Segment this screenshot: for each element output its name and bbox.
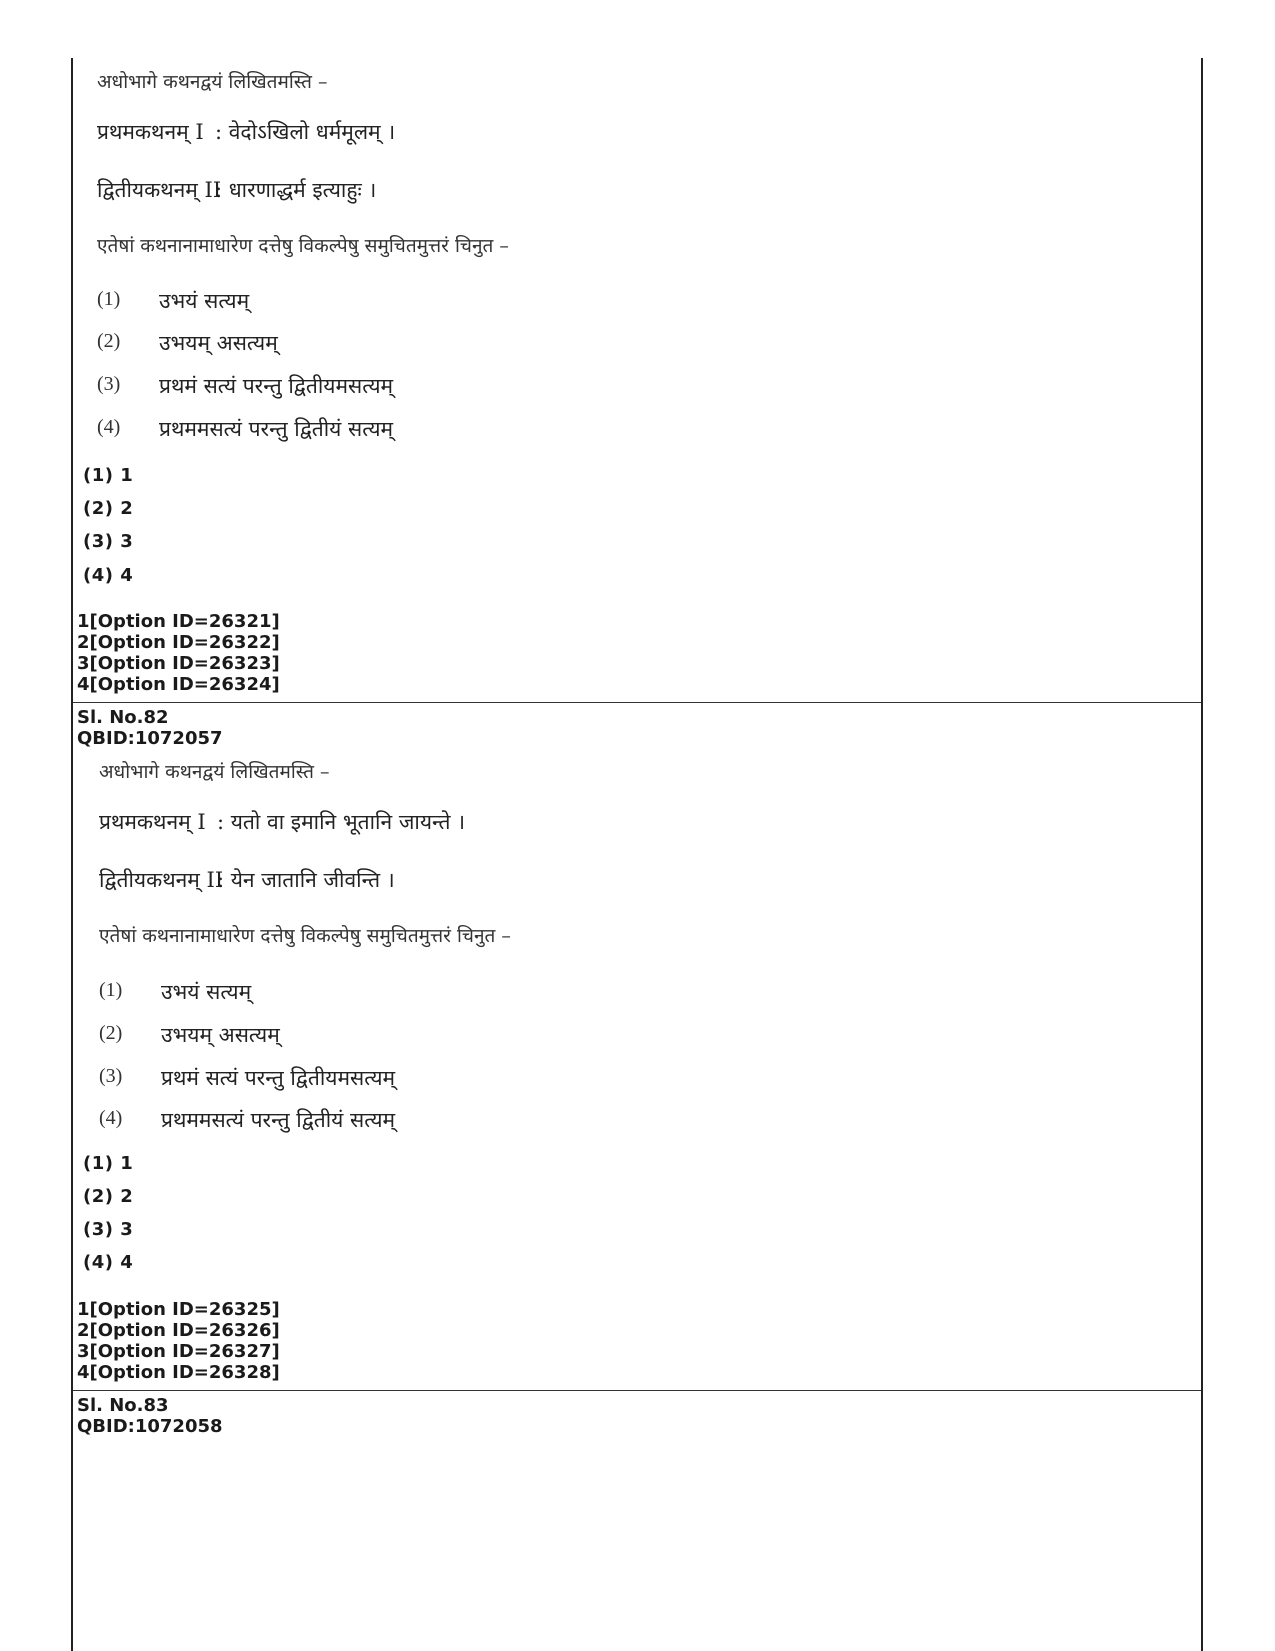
choice-text: प्रथममसत्यं परन्तु द्वितीयं सत्यम् [159,417,394,441]
option-id: 1[Option ID=26321] [77,611,280,632]
statement-1-text: : वेदोऽखिलो धर्ममूलम् । [215,120,396,144]
choice-number: (4) [97,416,121,438]
choice-number: (4) [99,1107,123,1129]
option-id: 4[Option ID=26328] [77,1362,280,1383]
statement-2-label: द्वितीयकथनम् II [99,868,224,892]
choice-number: (1) [99,979,123,1001]
option-id: 3[Option ID=26327] [77,1341,280,1362]
choice-text: उभयं सत्यम् [159,289,250,313]
question-divider [73,702,1201,703]
option-id: 4[Option ID=26324] [77,674,280,695]
answer-option[interactable]: (3) 3 [83,1219,134,1240]
choice-number: (1) [97,288,121,310]
statement-2-text: : येन जातानि जीवन्ति । [217,868,395,892]
answer-option[interactable]: (1) 1 [83,465,134,486]
option-id: 1[Option ID=26325] [77,1299,280,1320]
answer-option[interactable]: (4) 4 [83,1252,134,1273]
answer-option[interactable]: (2) 2 [83,1186,134,1207]
option-id: 2[Option ID=26322] [77,632,280,653]
answer-option[interactable]: (2) 2 [83,498,134,519]
choice-text: उभयं सत्यम् [161,980,252,1004]
choice-text: प्रथममसत्यं परन्तु द्वितीयं सत्यम् [161,1108,396,1132]
question-bank-id: QBID:1072057 [77,728,223,749]
question-intro: अधोभागे कथनद्वयं लिखितमस्ति – [99,761,330,783]
option-id: 3[Option ID=26323] [77,653,280,674]
answer-option[interactable]: (1) 1 [83,1153,134,1174]
question-bank-id: QBID:1072058 [77,1416,223,1437]
choice-number: (2) [97,330,121,352]
serial-number: Sl. No.82 [77,707,169,728]
answer-option[interactable]: (3) 3 [83,531,134,552]
statement-2-label: द्वितीयकथनम् II [97,178,222,202]
question-instruction: एतेषां कथनानामाधारेण दत्तेषु विकल्पेषु समुचितमुत्तरं चिनुत – [99,925,511,947]
serial-number: Sl. No.83 [77,1395,169,1416]
question-divider [73,1390,1201,1391]
option-id: 2[Option ID=26326] [77,1320,280,1341]
answer-option[interactable]: (4) 4 [83,565,134,586]
statement-1-label: प्रथमकथनम् I [99,810,206,834]
choice-number: (2) [99,1022,123,1044]
choice-text: उभयम् असत्यम् [159,331,278,355]
statement-2-text: : धारणाद्धर्म इत्याहुः । [215,178,377,202]
statement-1-label: प्रथमकथनम् I [97,120,204,144]
choice-text: प्रथमं सत्यं परन्तु द्वितीयमसत्यम् [161,1066,396,1090]
choice-text: उभयम् असत्यम् [161,1023,280,1047]
choice-text: प्रथमं सत्यं परन्तु द्वितीयमसत्यम् [159,374,394,398]
statement-1-text: : यतो वा इमानि भूतानि जायन्ते । [217,810,466,834]
page-frame [71,58,1203,1651]
question-instruction: एतेषां कथनानामाधारेण दत्तेषु विकल्पेषु समुचितमुत्तरं चिनुत – [97,235,509,257]
question-intro: अधोभागे कथनद्वयं लिखितमस्ति – [97,71,328,93]
choice-number: (3) [97,373,121,395]
choice-number: (3) [99,1065,123,1087]
